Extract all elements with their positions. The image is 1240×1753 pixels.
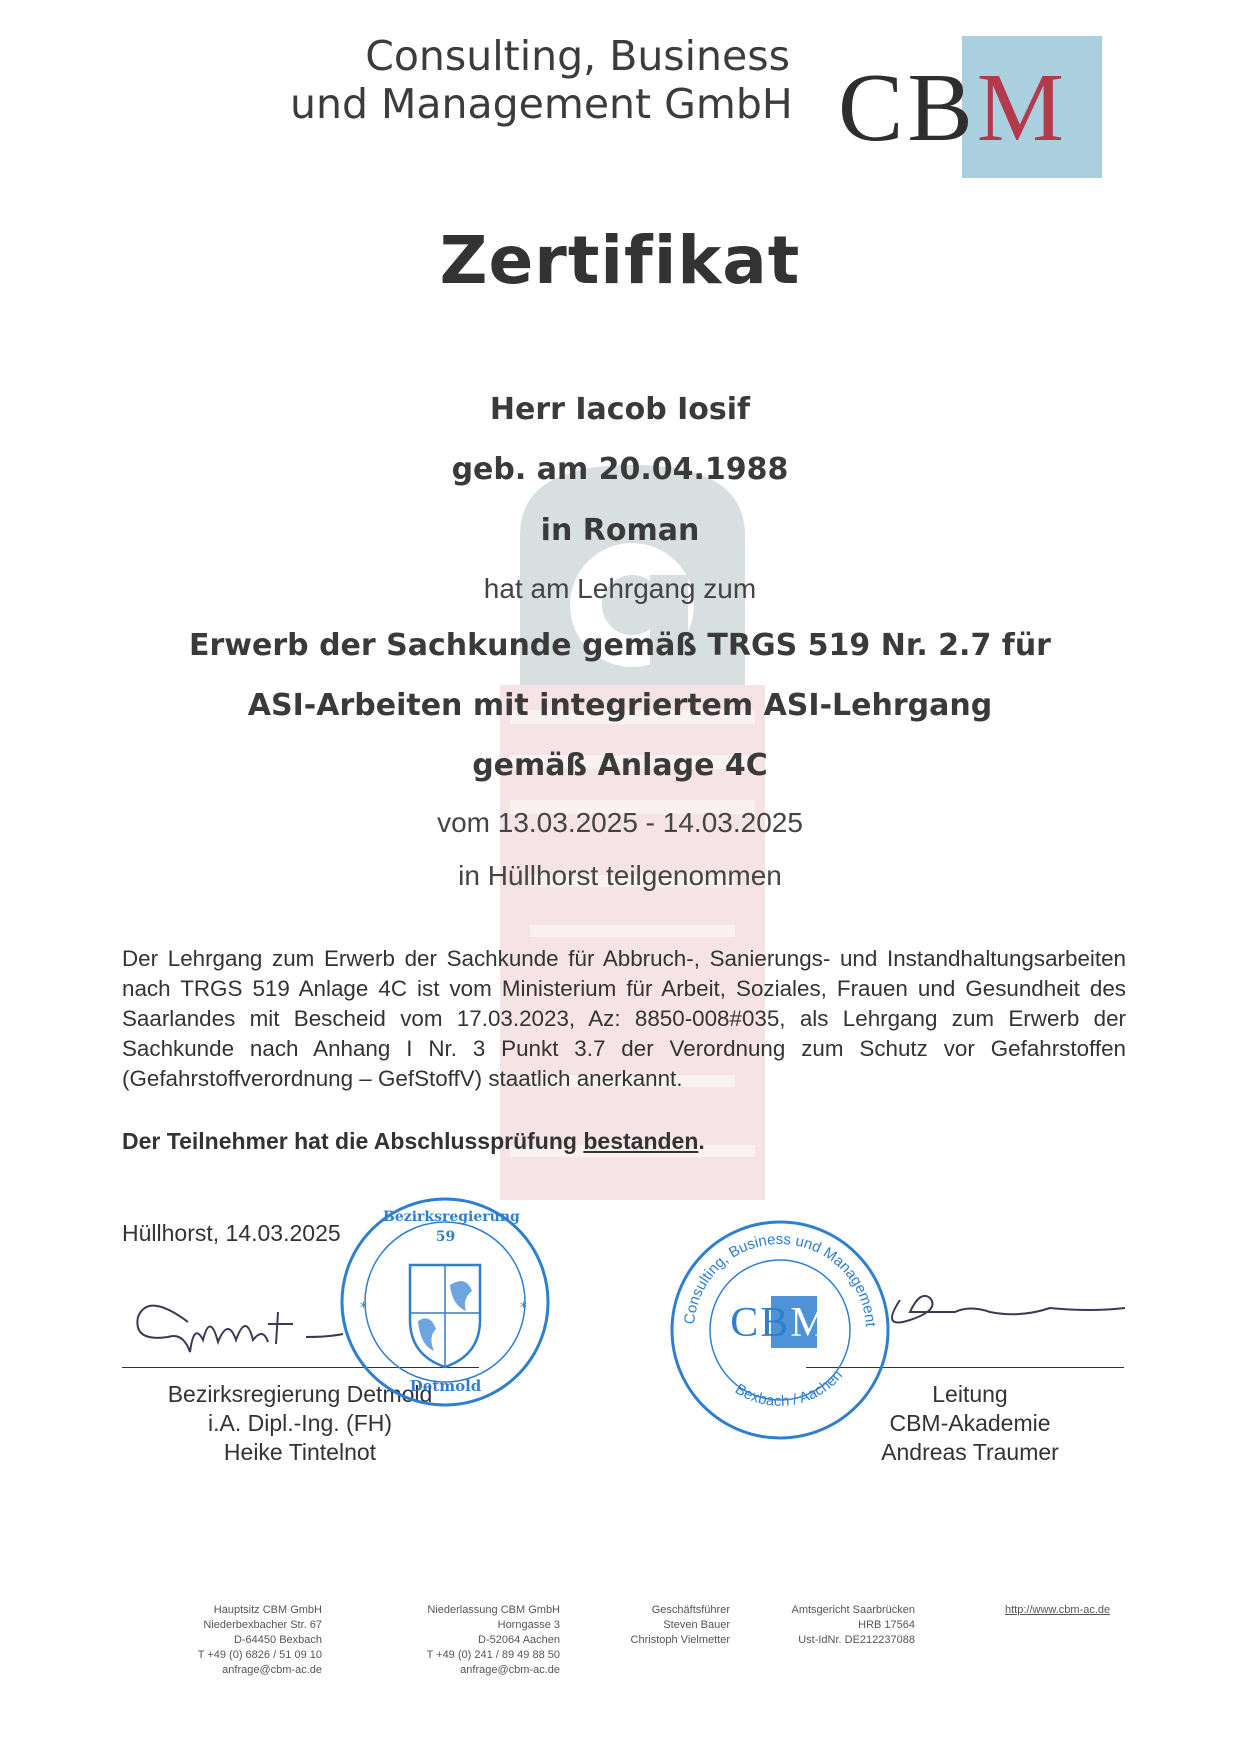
exam-result <box>122 1128 705 1155</box>
stamp-right-center-logo <box>710 1298 850 1348</box>
signature-right-title: Leitung <box>932 1381 1008 1407</box>
course-title-line2: ASI-Arbeiten mit integriertem ASI-Lehrgang <box>247 688 993 723</box>
footer-branch <box>392 1603 560 1678</box>
stamp-left-top-text: Bezirksregierung <box>383 1209 520 1225</box>
accreditation-paragraph: Der Lehrgang zum Erwerb der Sachkunde für Abbruch-, Sanierungs- und Instandhaltungsarbeiten nach TRGS 519 Anlage 4C ist vom Ministerium für Arbeit, Soziales, Frauen und Gesundheit des Saarlandes mit Bescheid vom 17.03.2023, Az: 8850-008#035, als Lehrgang zum Erwerb der Sachkunde nach Anhang I Nr. 3 Punkt 3.7 der Verordnung zum Schutz vor Gefahrstoffen (Gefahrstoffverordnung – GefStoffV) staatlich anerkannt. <box>122 946 1126 1091</box>
signature-right <box>870 1290 1130 1340</box>
logo-m: M <box>976 54 1068 162</box>
footer-management-line: Geschäftsführer <box>651 1604 730 1616</box>
footer-management <box>600 1603 730 1648</box>
footer-hq-line: Hauptsitz CBM GmbH <box>213 1604 322 1616</box>
footer-register-line: HRB 17564 <box>858 1619 915 1631</box>
stamp-right-cb: CB <box>730 1300 791 1346</box>
footer-hq-line: anfrage@cbm-ac.de <box>222 1664 322 1676</box>
course-title-line1: Erwerb der Sachkunde gemäß TRGS 519 Nr. 2.7 für <box>189 628 1051 663</box>
exam-result-suffix: . <box>698 1128 705 1154</box>
svg-text:Bexbach / Aachen <box>732 1367 846 1410</box>
recipient-birthdate: geb. am 20.04.1988 <box>451 452 789 487</box>
stamp-right-ring-bottom: Bexbach / Aachen <box>732 1366 846 1410</box>
stamp-left <box>338 1195 553 1410</box>
footer-branch-line: Horngasse 3 <box>497 1619 560 1631</box>
course-dates: vom 13.03.2025 - 14.03.2025 <box>437 807 803 838</box>
footer-register <box>760 1603 915 1648</box>
course-title-line3: gemäß Anlage 4C <box>472 748 768 783</box>
footer-hq-line: T +49 (0) 6826 / 51 09 10 <box>197 1649 322 1661</box>
signature-left-org: Bezirksregierung Detmold <box>167 1381 433 1407</box>
company-name <box>290 32 793 128</box>
footer-hq-line: Niederbexbacher Str. 67 <box>203 1619 322 1631</box>
footer-register-line: Amtsgericht Saarbrücken <box>791 1604 915 1616</box>
company-name-line2: und Management GmbH <box>290 80 793 128</box>
stamp-right-ring-top: Consulting, Business und Management <box>681 1231 879 1328</box>
footer-branch-line: T +49 (0) 241 / 89 49 88 50 <box>426 1649 560 1661</box>
signature-right-org: CBM-Akademie <box>889 1410 1051 1436</box>
exam-result-word: bestanden <box>583 1128 699 1154</box>
cbm-logo <box>838 54 1068 162</box>
footer-register-line: Ust-IdNr. DE212237088 <box>798 1634 915 1646</box>
footer-headquarters <box>160 1603 322 1678</box>
footer-hq-line: D-64450 Bexbach <box>233 1634 322 1646</box>
course-location: in Hüllhorst teilgenommen <box>458 860 782 891</box>
certificate-title: Zertifikat <box>439 222 801 299</box>
footer-management-line: Steven Bauer <box>663 1619 730 1631</box>
stamp-right <box>668 1218 893 1443</box>
signature-left-title: i.A. Dipl.-Ing. (FH) <box>207 1410 393 1436</box>
recipient-name: Herr Iacob Iosif <box>489 392 751 427</box>
recipient-birthplace: in Roman <box>540 513 700 548</box>
stamp-left-number: 59 <box>435 1229 456 1245</box>
stamp-right-m: M <box>790 1300 830 1346</box>
signature-right-name: Andreas Traumer <box>881 1439 1059 1465</box>
footer-branch-line: D-52064 Aachen <box>478 1634 560 1646</box>
signature-left <box>128 1282 348 1362</box>
signature-left-name: Heike Tintelnot <box>223 1439 377 1465</box>
stamp-left-bottom-text: Detmold <box>409 1377 482 1395</box>
company-name-line1: Consulting, Business <box>365 32 790 80</box>
course-intro: hat am Lehrgang zum <box>483 573 757 604</box>
footer-branch-line: anfrage@cbm-ac.de <box>460 1664 560 1676</box>
footer-management-line: Christoph Vielmetter <box>630 1634 730 1646</box>
svg-text:*: * <box>520 1300 527 1316</box>
place-date: Hüllhorst, 14.03.2025 <box>122 1220 341 1246</box>
svg-text:*: * <box>360 1300 367 1316</box>
logo-cb: CB <box>838 54 977 162</box>
exam-result-prefix: Der Teilnehmer hat die Abschlussprüfung <box>122 1128 584 1154</box>
footer-branch-line: Niederlassung CBM GmbH <box>427 1604 560 1616</box>
website-link[interactable]: http://www.cbm-ac.de <box>1005 1604 1111 1616</box>
footer-website <box>1005 1603 1110 1618</box>
